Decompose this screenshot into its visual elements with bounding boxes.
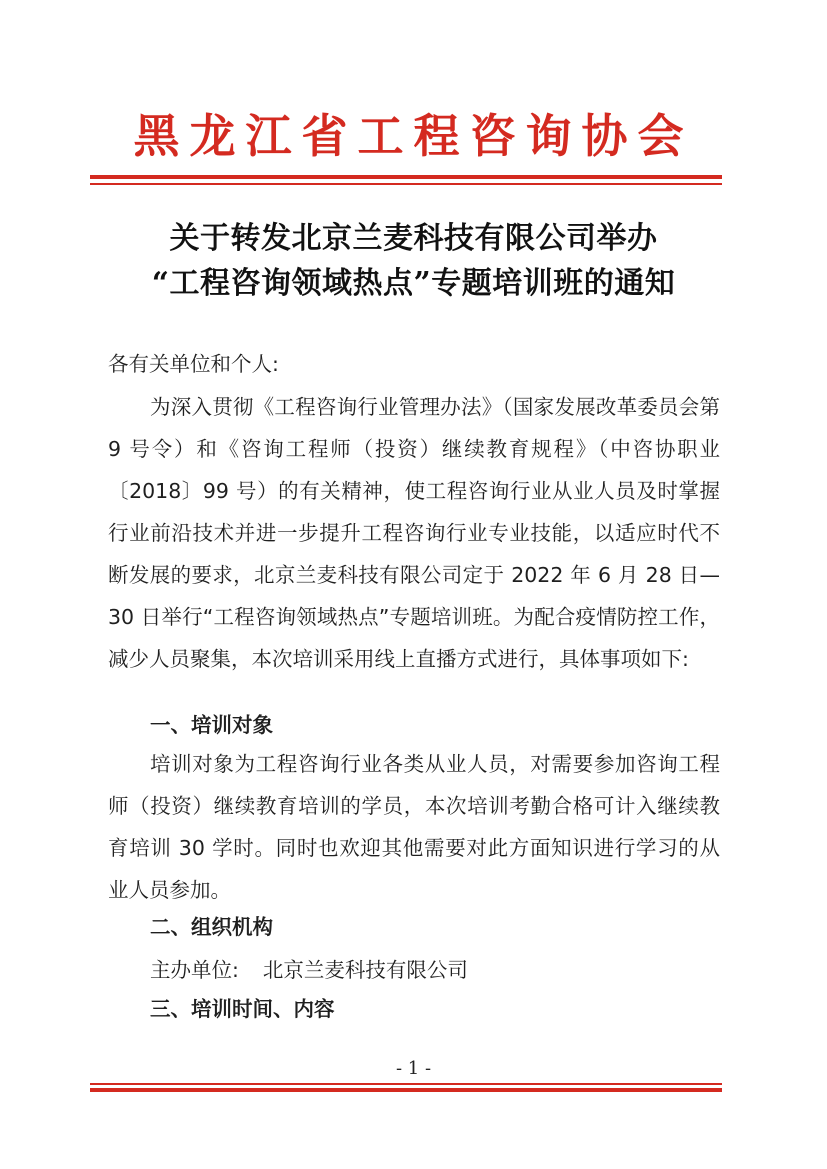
host-line bbox=[150, 953, 468, 983]
footer-rule-thin bbox=[90, 1083, 722, 1085]
document-title-line2: “工程咨询领域热点”专题培训班的通知 bbox=[151, 266, 676, 301]
section-heading-training-target: 一、培训对象 bbox=[150, 713, 273, 737]
host-label: 主办单位: bbox=[150, 958, 239, 982]
training-target-paragraph: 培训对象为工程咨询行业各类从业人员，对需要参加咨询工程师（投资）继续教育培训的学员，本次培训考勤合格可计入继续教育培训 30 学时。同时也欢迎其他需要对此方面知识进行学习的从业人员参加。 bbox=[108, 752, 720, 902]
intro-paragraph: 为深入贯彻《工程咨询行业管理办法》（国家发展改革委员会第 9 号令）和《咨询工程师（投资）继续教育规程》（中咨协职业〔2018〕99 号）的有关精神，使工程咨询行业从业人员及时掌握行业前沿技术并进一步提升工程咨询行业专业技能，以适应时代不断发展的要求，北京兰麦科技有限公司定于 2022 年 6 月 28 日—30 日举行“工程咨询领域热点”专题培训班。为配合疫情防控工作，减少人员聚集，本次培训采用线上直播方式进行，具体事项如下: bbox=[108, 395, 720, 671]
footer-rule-thick bbox=[90, 1088, 722, 1092]
page-number: - 1 - bbox=[395, 1058, 432, 1079]
salutation: 各有关单位和个人: bbox=[108, 352, 279, 376]
letterhead-rule-thick bbox=[90, 175, 722, 179]
letterhead-rule-thin bbox=[90, 183, 722, 185]
organization-letterhead: 黑龙江省工程咨询协会 bbox=[133, 109, 694, 163]
section-heading-organization: 二、组织机构 bbox=[150, 915, 273, 939]
host-value: 北京兰麦科技有限公司 bbox=[262, 958, 468, 982]
document-title-line1: 关于转发北京兰麦科技有限公司举办 bbox=[169, 221, 658, 256]
section-heading-time-content: 三、培训时间、内容 bbox=[150, 997, 335, 1021]
